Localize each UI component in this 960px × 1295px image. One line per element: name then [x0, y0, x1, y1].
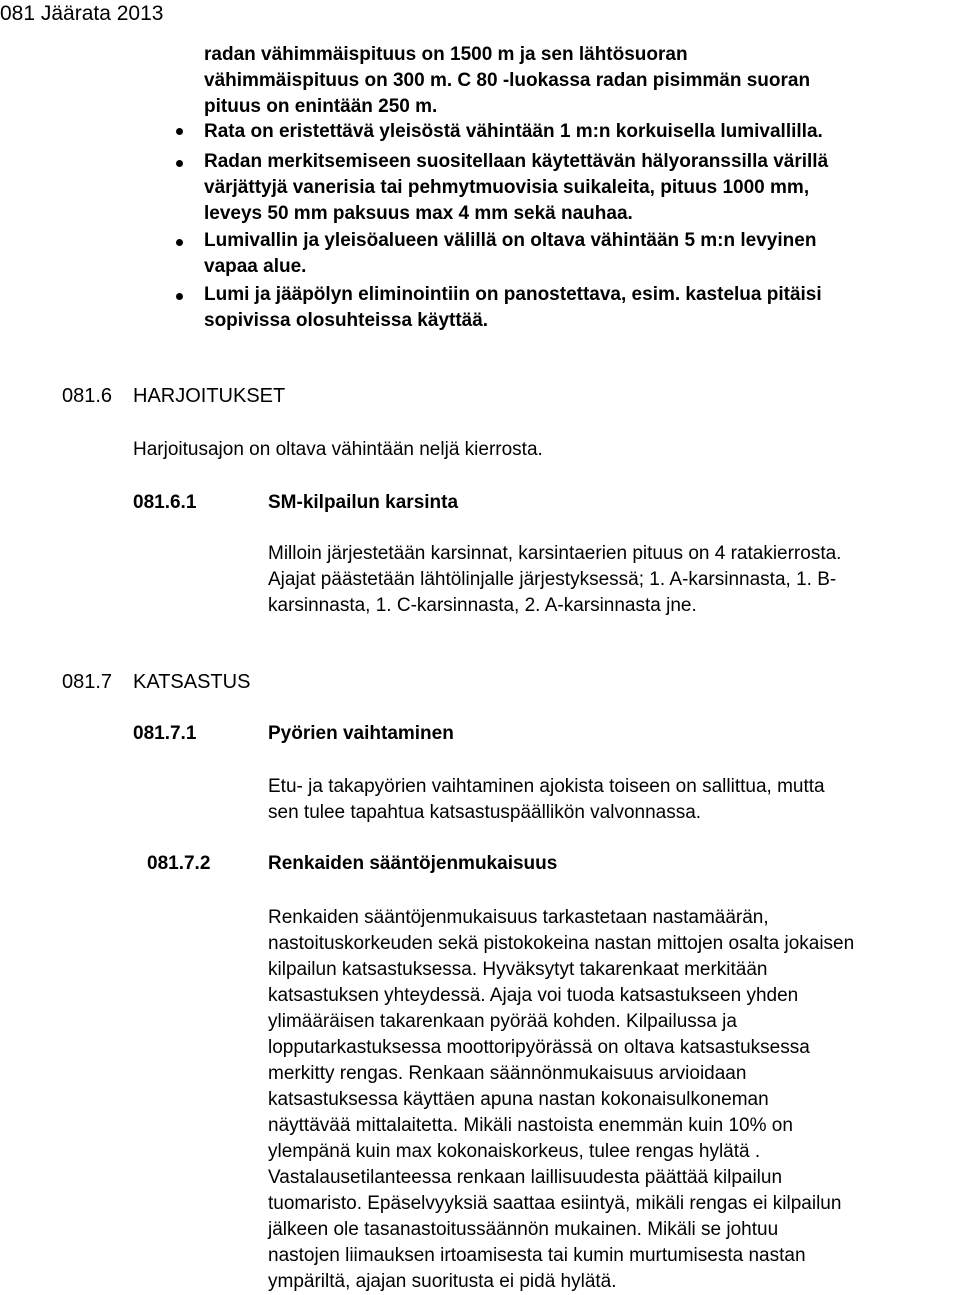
bullet-item: Lumi ja jääpölyn eliminointiin on panostettava, esim. kastelua pitäisi sopivissa olosuhteissa käyttää. — [204, 284, 822, 331]
subsection-body: Etu- ja takapyörien vaihtaminen ajokista toiseen on sallittua, mutta sen tulee tapahtua katsastuspäällikön valvonnassa. — [268, 776, 825, 823]
subsection-number: 081.7.1 — [133, 723, 197, 744]
bullet-item: Lumivallin ja yleisöalueen välillä on oltava vähintään 5 m:n levyinen vapaa alue. — [204, 230, 817, 277]
continuation-line-1: radan vähimmäispituus on 1500 m ja sen lähtösuoran — [204, 44, 688, 65]
section-number: 081.7 — [62, 671, 113, 693]
continuation-line-2: vähimmäispituus on 300 m. C 80 -luokassa radan pisimmän suoran — [204, 70, 811, 91]
section-title: HARJOITUKSET — [133, 385, 286, 407]
continuation-line-3: pituus on enintään 250 m. — [204, 96, 438, 117]
section-intro: Harjoitusajon on oltava vähintään neljä kierrosta. — [133, 439, 543, 460]
subsection-number: 081.7.2 — [147, 853, 211, 874]
subsection-title: Pyörien vaihtaminen — [268, 723, 454, 744]
bullet-dot-icon — [176, 160, 183, 167]
subsection-number: 081.6.1 — [133, 492, 197, 513]
page-title: 081 Jäärata 2013 — [0, 2, 164, 25]
bullet-dot-icon — [176, 293, 183, 300]
section-number: 081.6 — [62, 385, 113, 407]
subsection-title: SM-kilpailun karsinta — [268, 492, 459, 513]
section-title: KATSASTUS — [133, 671, 251, 693]
bullet-item: Rata on eristettävä yleisöstä vähintään 1 m:n korkuisella lumivallilla. — [204, 121, 823, 142]
subsection-title: Renkaiden sääntöjenmukaisuus — [268, 853, 558, 874]
bullet-item: Radan merkitsemiseen suositellaan käytettävän hälyoranssilla värillä värjättyjä vanerisia tai pehmytmuovisia suikaleita, pituus 1000 mm, leveys 50 mm paksuus max 4 mm sekä nauhaa. — [204, 151, 829, 224]
bullet-dot-icon — [176, 239, 183, 246]
subsection-body: Milloin järjestetään karsinnat, karsintaerien pituus on 4 ratakierrosta. Ajajat päästetään lähtölinjalle järjestyksessä; 1. A-karsinnasta, 1. B- karsinnasta, 1. C-karsinnasta, 2. A-karsinnasta jne. — [268, 543, 842, 616]
subsection-body: Renkaiden sääntöjenmukaisuus tarkastetaan nastamäärän, nastoituskorkeuden sekä pistokokeina nastan mittojen osalta jokaisen kilpailun katsastuksessa. Hyväksytyt takarenkaat merkitään katsastuksen yhteydessä. Ajaja voi tuoda katsastukseen yhden ylimääräisen takarenkaan pyörää kohden. Kilpailussa ja lopputarkastuksessa moottoripyörässä on oltava katsastuksessa merkitty rengas. Renkaan säännönmukaisuus arvioidaan katsastuksessa käyttäen apuna nastan kokonaisulkoneman näyttävää mittalaitetta. Mikäli nastoista enemmän kuin 10% on ylempänä kuin max kokonaiskorkeus, tulee rengas hylätä . Vastalausetilanteessa renkaan laillisuudesta päättää kilpailun tuomaristo. Epäselvyyksiä saattaa esiintyä, mikäli rengas ei kilpailun jälkeen ole tasanastoitussäännön mukainen. Mikäli se johtuu nastojen liimauksen irtoamisesta tai kumin murtumisesta nastan ympäriltä, ajajan suoritusta ei pidä hylätä. — [268, 907, 855, 1292]
bullet-dot-icon — [176, 128, 183, 135]
